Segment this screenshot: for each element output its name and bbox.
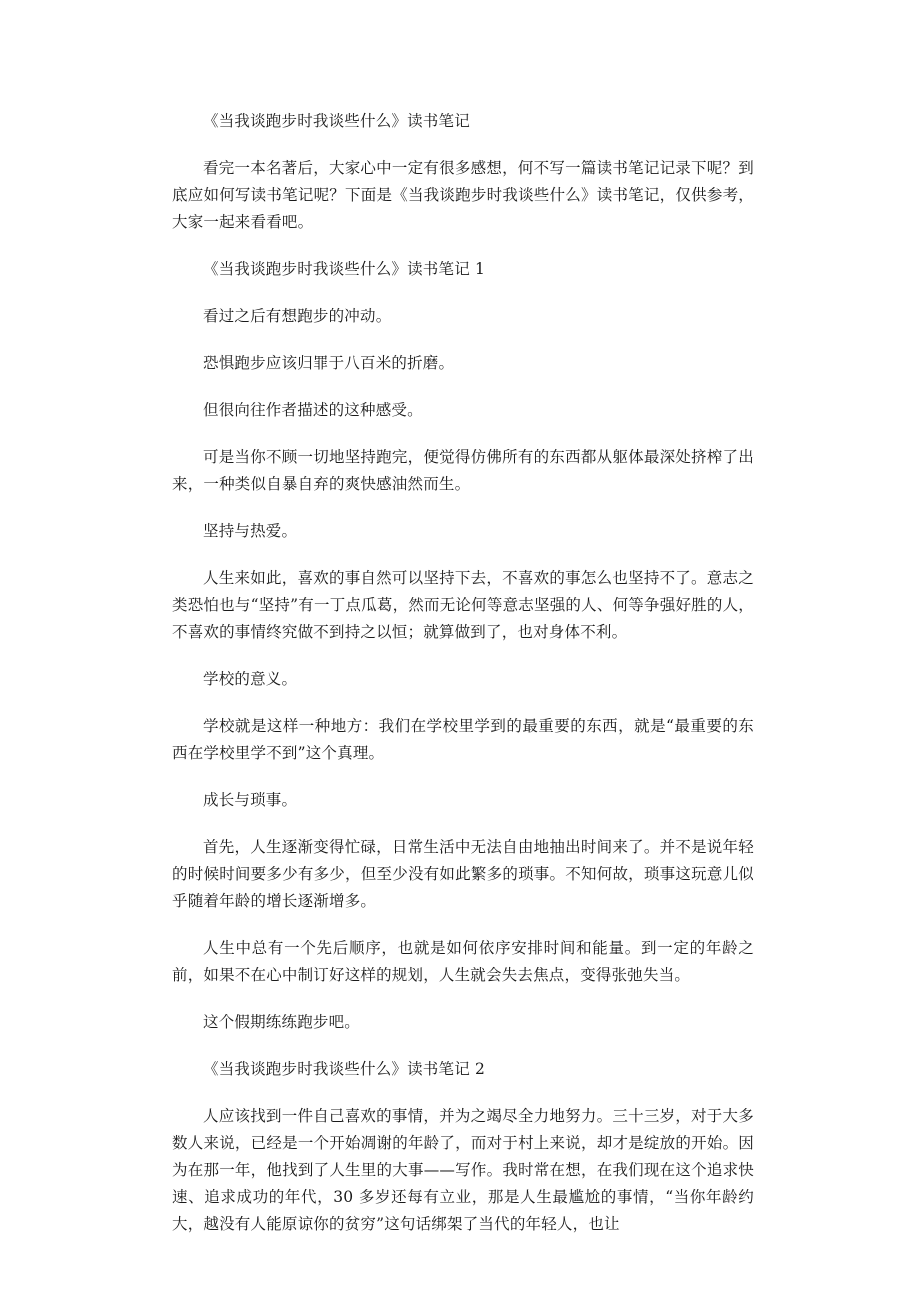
section-2-heading: 《当我谈跑步时我谈些什么》读书笔记 2 (203, 1060, 486, 1078)
document-page (172, 108, 754, 1238)
section-1-heading: 《当我谈跑步时我谈些什么》读书笔记 1 (203, 260, 486, 278)
subheading: 坚持与热爱。 (203, 522, 298, 540)
paragraph: 看过之后有想跑步的冲动。 (203, 307, 392, 325)
intro-paragraph: 看完一本名著后，大家心中一定有很多感想，何不写一篇读书笔记记录下呢？到底应如何写读书笔记呢？下面是《当我谈跑步时我谈些什么》读书笔记，仅供参考，大家一起来看看吧。 (172, 159, 754, 231)
paragraph: 人生中总有一个先后顺序，也就是如何依序安排时间和能量。到一定的年龄之前，如果不在心中制订好这样的规划，人生就会失去焦点，变得张弛失当。 (172, 939, 754, 984)
subheading: 成长与琐事。 (203, 791, 298, 809)
paragraph: 人生来如此，喜欢的事自然可以坚持下去，不喜欢的事怎么也坚持不了。意志之类恐怕也与“坚持”有一丁点瓜葛，然而无论何等意志坚强的人、何等争强好胜的人，不喜欢的事情终究做不到持之以恒；就算做到了，也对身体不利。 (172, 569, 754, 641)
paragraph: 恐惧跑步应该归罪于八百米的折磨。 (203, 354, 455, 372)
paragraph: 这个假期练练跑步吧。 (203, 1013, 361, 1031)
paragraph: 可是当你不顾一切地坚持跑完，便觉得仿佛所有的东西都从躯体最深处挤榨了出来，一种类似自暴自弃的爽快感油然而生。 (172, 448, 754, 493)
paragraph: 人应该找到一件自己喜欢的事情，并为之竭尽全力地努力。三十三岁，对于大多数人来说，已经是一个开始凋谢的年龄了，而对于村上来说，却才是绽放的开始。因为在那一年，他找到了人生里的大事——写作。我时常在想，在我们现在这个追求快速、追求成功的年代，30 多岁还每有立业，那是人生最尴尬的事情，“当你年龄约大，越没有人能原谅你的贫穷”这句话绑架了当代的年轻人，也让 (172, 1107, 754, 1233)
paragraph: 但很向往作者描述的这种感受。 (203, 401, 423, 419)
paragraph: 首先，人生逐渐变得忙碌，日常生活中无法自由地抽出时间来了。并不是说年轻的时候时间要多少有多少，但至少没有如此繁多的琐事。不知何故，琐事这玩意儿似乎随着年龄的增长逐渐增多。 (172, 838, 754, 910)
document-title: 《当我谈跑步时我谈些什么》读书笔记 (203, 112, 470, 130)
subheading: 学校的意义。 (203, 670, 298, 688)
paragraph: 学校就是这样一种地方：我们在学校里学到的最重要的东西，就是“最重要的东西在学校里学不到”这个真理。 (172, 717, 754, 762)
